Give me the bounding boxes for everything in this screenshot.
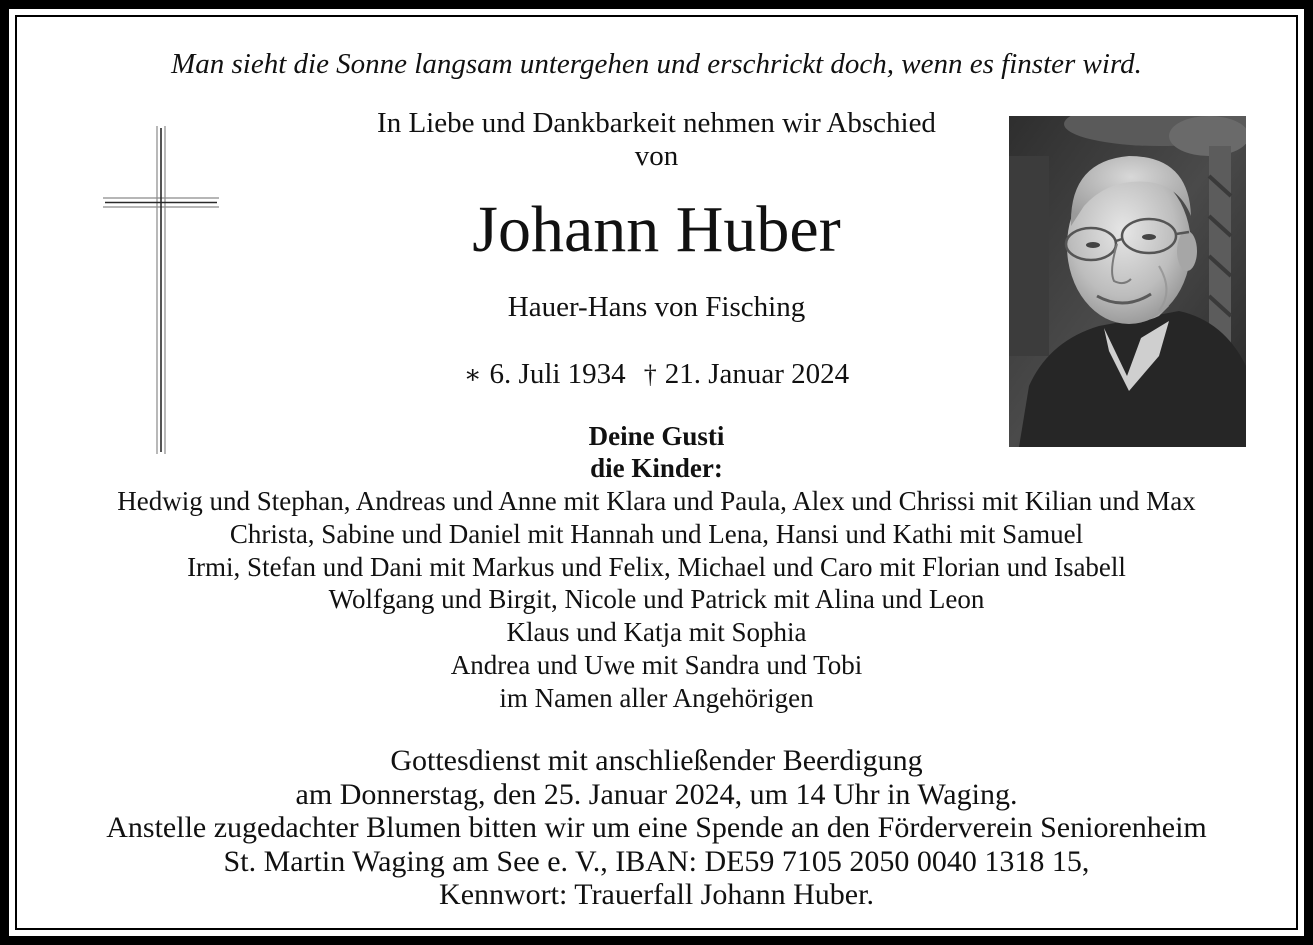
service-line: Kennwort: Trauerfall Johann Huber.	[439, 878, 874, 911]
intro-line-1: In Liebe und Dankbarkeit nehmen wir Abschied	[377, 107, 936, 139]
service-info	[0, 744, 1313, 912]
birth-date: 6. Juli 1934	[489, 358, 626, 390]
family-line: Hedwig und Stephan, Andreas und Anne mit Klara und Paula, Alex und Chrissi mit Kilian und Max	[117, 486, 1196, 516]
birth-star-icon: ∗	[463, 360, 482, 389]
children-label: die Kinder:	[590, 453, 723, 483]
cross-icon	[103, 126, 219, 456]
death-dagger-icon: †	[643, 360, 657, 389]
family-line: Andrea und Uwe mit Sandra und Tobi	[450, 649, 863, 680]
motto-quote: Man sieht die Sonne langsam untergehen und erschrickt doch, wenn es finster wird.	[171, 48, 1142, 80]
family-line: Klaus und Katja mit Sophia	[506, 617, 807, 648]
service-line: am Donnerstag, den 25. Januar 2024, um 14 Uhr in Waging.	[295, 777, 1018, 811]
deceased-nickname: Hauer-Hans von Fisching	[507, 291, 806, 323]
family-list	[0, 485, 1313, 715]
service-line: Gottesdienst mit anschließender Beerdigung	[390, 744, 923, 777]
family-line: Irmi, Stefan und Dani mit Markus und Felix, Michael und Caro mit Florian und Isabell	[187, 551, 1126, 582]
portrait-photo	[1009, 116, 1246, 447]
service-line: St. Martin Waging am See e. V., IBAN: DE59 7105 2050 0040 1318 15,	[223, 844, 1090, 878]
family-line: Christa, Sabine und Daniel mit Hannah und Lena, Hansi und Kathi mit Samuel	[229, 518, 1084, 549]
deceased-name: Johann Huber	[472, 193, 841, 266]
service-line: Anstelle zugedachter Blumen bitten wir um eine Spende an den Förderverein Seniorenheim	[106, 811, 1207, 844]
family-line: Wolfgang und Birgit, Nicole und Patrick mit Alina und Leon	[328, 584, 985, 615]
intro-line-2: von	[634, 140, 679, 172]
death-date: 21. Januar 2024	[664, 358, 850, 390]
family-line: im Namen aller Angehörigen	[499, 682, 814, 713]
spouse-name: Deine Gusti	[588, 421, 725, 451]
